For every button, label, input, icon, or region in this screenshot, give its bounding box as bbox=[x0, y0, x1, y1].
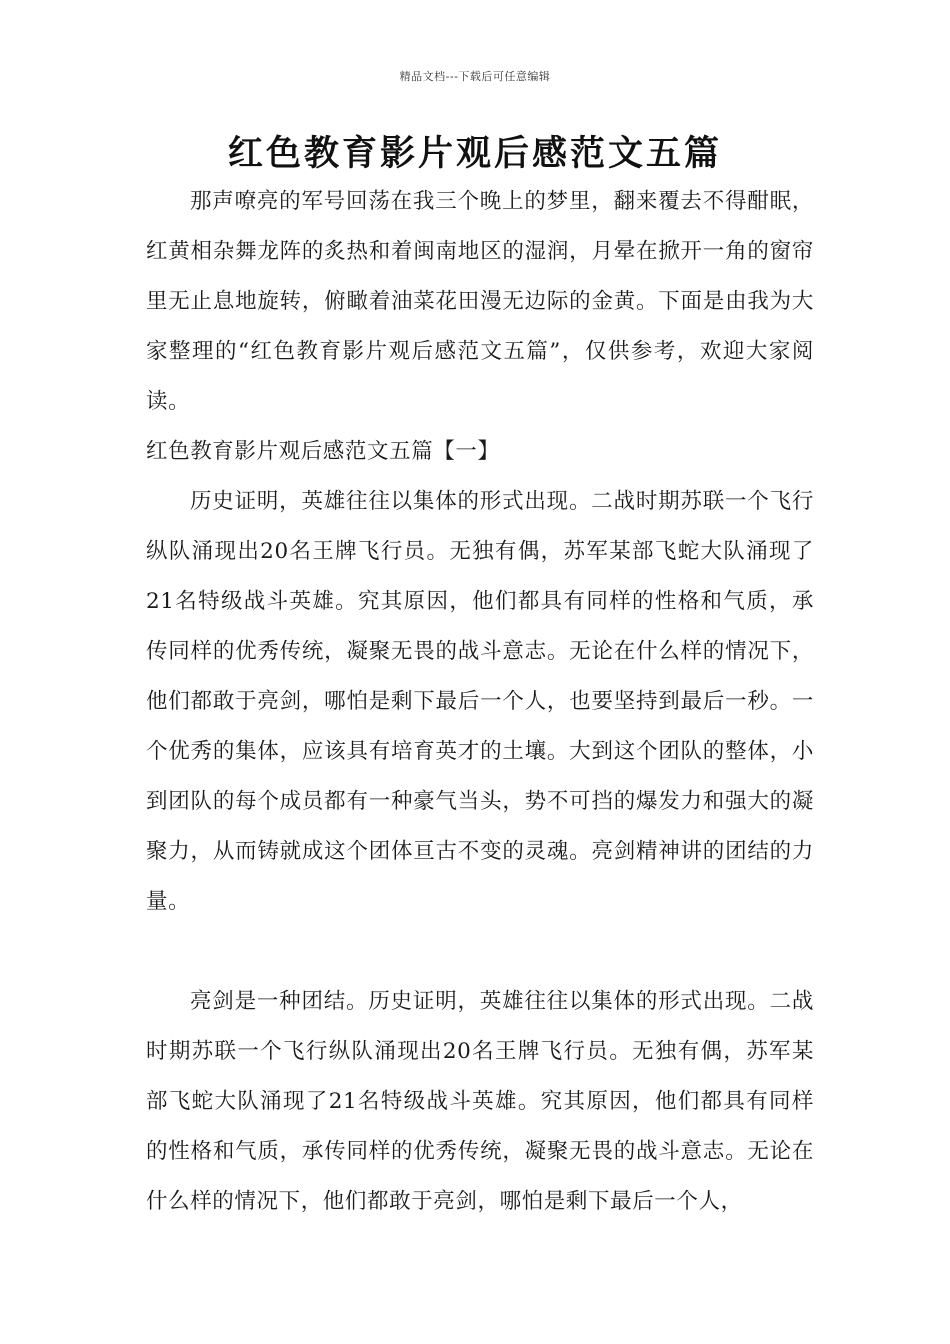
section-1-paragraph-2: 亮剑是一种团结。历史证明，英雄往往以集体的形式出现。二战时期苏联一个飞行纵队涌现出20名王牌飞行员。无独有偶，苏军某部飞蛇大队涌现了21名特级战斗英雄。究其原因，他们都具有同样的性格和气质，承传同样的优秀传统，凝聚无畏的战斗意志。无论在什么样的情况下，他们都敢于亮剑，哪怕是剩下最后一个人， bbox=[146, 989, 814, 1214]
section-heading-1: 红色教育影片观后感范文五篇【一】 bbox=[146, 439, 500, 464]
intro-paragraph: 那声嘹亮的军号回荡在我三个晚上的梦里，翻来覆去不得酣眠，红黄相杂舞龙阵的炙热和着闽南地区的湿润，月晕在掀开一角的窗帘里无止息地旋转，俯瞰着油菜花田漫无边际的金黄。下面是由我为大家整理的“红色教育影片观后感范文五篇”，仅供参考，欢迎大家阅读。 bbox=[146, 189, 814, 414]
header-note: 精品文档---下载后可任意编辑 bbox=[399, 70, 551, 83]
section-1-paragraph-1: 历史证明，英雄往往以集体的形式出现。二战时期苏联一个飞行纵队涌现出20名王牌飞行员。无独有偶，苏军某部飞蛇大队涌现了21名特级战斗英雄。究其原因，他们都具有同样的性格和气质，承传同样的优秀传统，凝聚无畏的战斗意志。无论在什么样的情况下，他们都敢于亮剑，哪怕是剩下最后一个人，也要坚持到最后一秒。一个优秀的集体，应该具有培育英才的土壤。大到这个团队的整体，小到团队的每个成员都有一种豪气当头，势不可挡的爆发力和强大的凝聚力，从而铸就成这个团体亘古不变的灵魂。亮剑精神讲的团结的力量。 bbox=[146, 489, 814, 914]
document-title: 红色教育影片观后感范文五篇 bbox=[227, 134, 722, 174]
paragraph-spacer bbox=[146, 927, 814, 977]
document-body bbox=[146, 177, 814, 1227]
